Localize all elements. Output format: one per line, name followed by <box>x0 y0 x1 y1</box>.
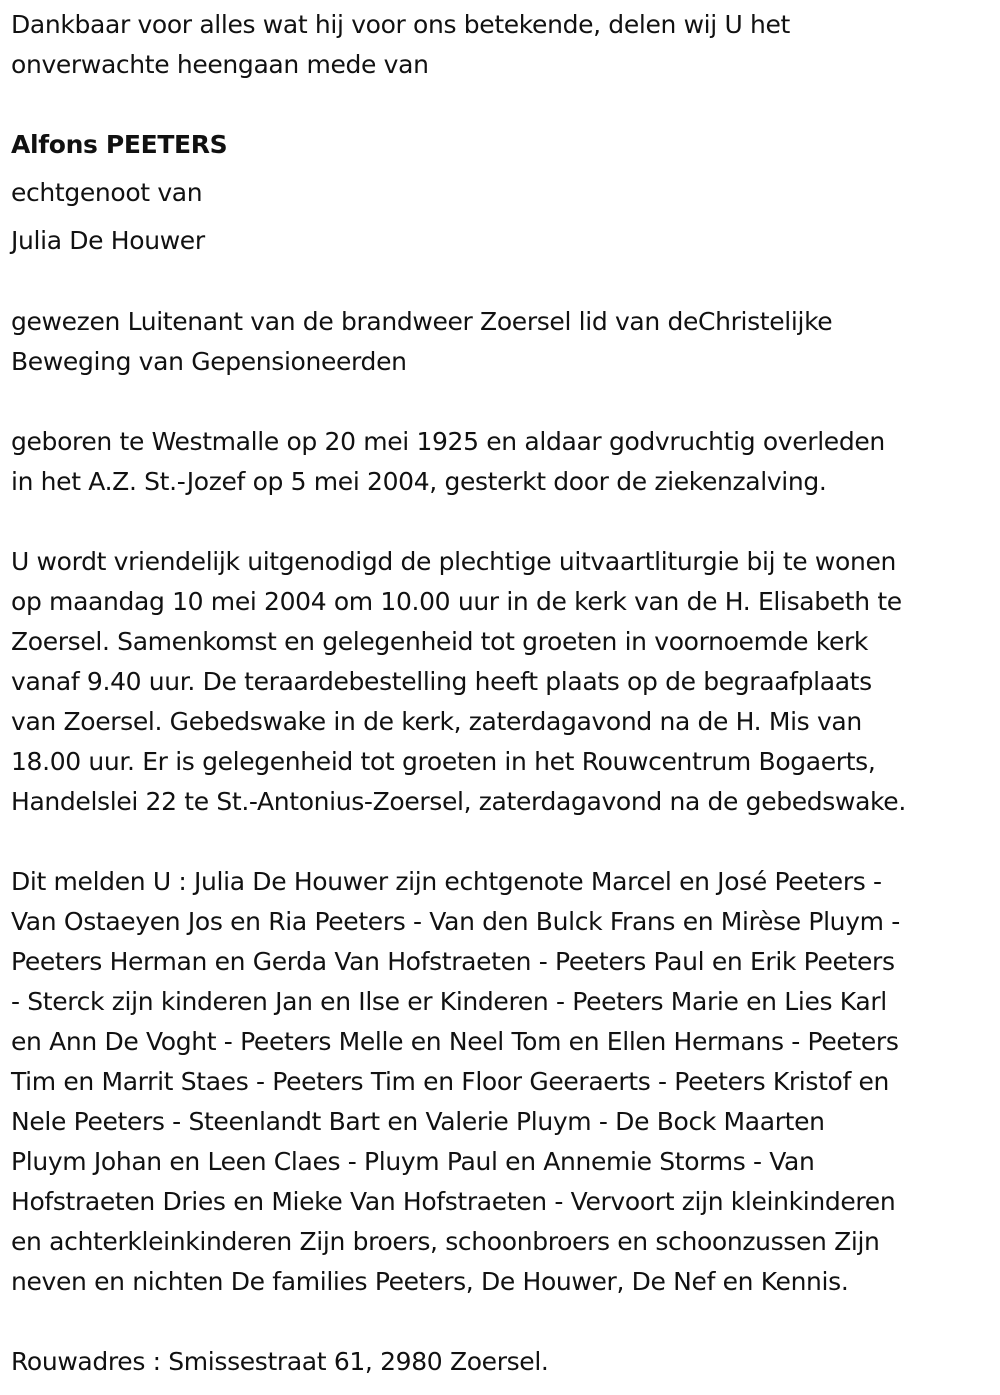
mourning-address: Rouwadres : Smissestraat 61, 2980 Zoersel. <box>11 1347 549 1376</box>
birth-death-line: in het A.Z. St.-Jozef op 5 mei 2004, gesterkt door de ziekenzalving. <box>11 467 827 496</box>
deceased-name: Alfons PEETERS <box>11 130 228 159</box>
spouse-name: Julia De Houwer <box>11 226 205 255</box>
funeral-line: Handelslei 22 te St.-Antonius-Zoersel, zaterdagavond na de gebedswake. <box>11 787 906 816</box>
family-line: Dit melden U : Julia De Houwer zijn echtgenote Marcel en José Peeters - <box>11 867 882 896</box>
family-line: Peeters Herman en Gerda Van Hofstraeten - Peeters Paul en Erik Peeters <box>11 947 895 976</box>
occupation-line: gewezen Luitenant van de brandweer Zoersel lid van deChristelijke <box>11 307 833 336</box>
intro-line: onverwachte heengaan mede van <box>11 50 429 79</box>
family-line: - Sterck zijn kinderen Jan en Ilse er Kinderen - Peeters Marie en Lies Karl <box>11 987 887 1016</box>
funeral-line: Zoersel. Samenkomst en gelegenheid tot groeten in voornoemde kerk <box>11 627 869 656</box>
family-line: Tim en Marrit Staes - Peeters Tim en Floor Geeraerts - Peeters Kristof en <box>11 1067 890 1096</box>
relation-label: echtgenoot van <box>11 178 203 207</box>
funeral-line: op maandag 10 mei 2004 om 10.00 uur in de kerk van de H. Elisabeth te <box>11 587 902 616</box>
funeral-line: U wordt vriendelijk uitgenodigd de plechtige uitvaartliturgie bij te wonen <box>11 547 896 576</box>
family-line: Pluym Johan en Leen Claes - Pluym Paul en Annemie Storms - Van <box>11 1147 815 1176</box>
family-line: Nele Peeters - Steenlandt Bart en Valerie Pluym - De Bock Maarten <box>11 1107 825 1136</box>
family-line: en Ann De Voght - Peeters Melle en Neel Tom en Ellen Hermans - Peeters <box>11 1027 899 1056</box>
family-line: en achterkleinkinderen Zijn broers, schoonbroers en schoonzussen Zijn <box>11 1227 880 1256</box>
family-line: Hofstraeten Dries en Mieke Van Hofstraeten - Vervoort zijn kleinkinderen <box>11 1187 896 1216</box>
birth-death-line: geboren te Westmalle op 20 mei 1925 en aldaar godvruchtig overleden <box>11 427 885 456</box>
intro-line: Dankbaar voor alles wat hij voor ons betekende, delen wij U het <box>11 10 790 39</box>
funeral-line: 18.00 uur. Er is gelegenheid tot groeten in het Rouwcentrum Bogaerts, <box>11 747 876 776</box>
family-line: neven en nichten De families Peeters, De Houwer, De Nef en Kennis. <box>11 1267 849 1296</box>
funeral-line: van Zoersel. Gebedswake in de kerk, zaterdagavond na de H. Mis van <box>11 707 862 736</box>
family-line: Van Ostaeyen Jos en Ria Peeters - Van den Bulck Frans en Mirèse Pluym - <box>11 907 900 936</box>
occupation-line: Beweging van Gepensioneerden <box>11 347 407 376</box>
funeral-line: vanaf 9.40 uur. De teraardebestelling heeft plaats op de begraafplaats <box>11 667 872 696</box>
